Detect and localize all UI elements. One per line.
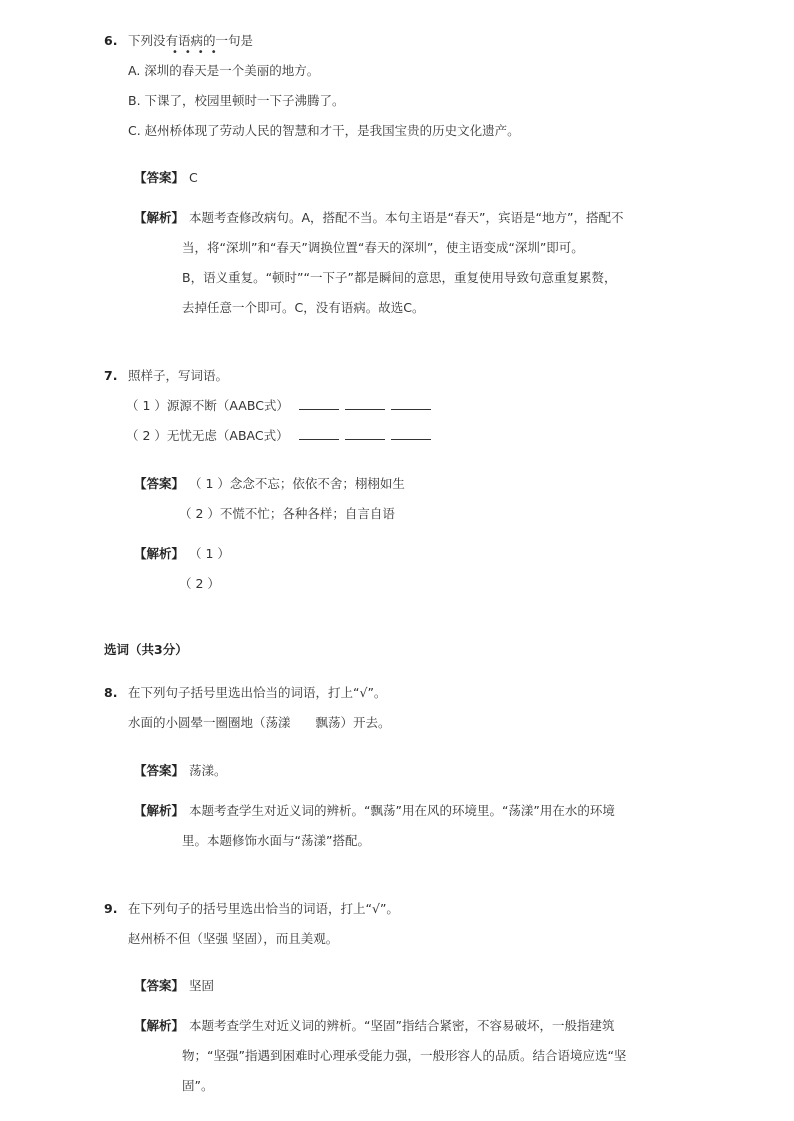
analysis-label: 【解析】 <box>134 546 185 561</box>
question-7-item-1 <box>126 396 437 416</box>
question-7-analysis-2: （ 2 ） <box>179 576 220 591</box>
answer-label: 【答案】 <box>134 978 185 993</box>
question-8-number: 8. <box>104 685 118 700</box>
question-9-analysis-line-1: 本题考查学生对近义词的辨析。“坚固”指结合紧密，不容易破坏，一般指建筑 <box>189 1018 615 1033</box>
question-6-option-b: B. 下课了，校园里顿时一下子沸腾了。 <box>128 93 345 108</box>
analysis-label: 【解析】 <box>134 803 185 818</box>
question-9-number: 9. <box>104 901 118 916</box>
question-9-stem: 在下列句子的括号里选出恰当的词语，打上“√”。 <box>128 901 399 916</box>
question-9-analysis-line-2: 物；“坚强”指遇到困难时心理承受能力强，一般形容人的品质。结合语境应选“坚 <box>182 1048 627 1063</box>
question-8-sentence: 水面的小圆晕一圈圈地（荡漾 飘荡）开去。 <box>128 715 391 730</box>
answer-blank[interactable] <box>345 397 385 410</box>
question-9-sentence: 赵州桥不但（坚强 坚固），而且美观。 <box>128 931 339 946</box>
question-7-answer-2: （ 2 ）不慌不忙；各种各样；自言自语 <box>179 506 395 521</box>
answer-label: 【答案】 <box>134 476 185 491</box>
answer-blank[interactable] <box>299 427 339 440</box>
answer-label: 【答案】 <box>134 763 185 778</box>
question-7-answer-1: （ 1 ）念念不忘；依依不舍；栩栩如生 <box>189 476 405 491</box>
question-6-analysis-line-3: B，语义重复。“顿时”“一下子”都是瞬间的意思，重复使用导致句意重复累赘， <box>182 270 617 285</box>
analysis-label: 【解析】 <box>134 1018 185 1033</box>
question-8-analysis-line-2: 里。本题修饰水面与“荡漾”搭配。 <box>182 833 370 848</box>
question-7-analysis-1: （ 1 ） <box>189 546 230 561</box>
question-7-item-1-text: （ 1 ）源源不断（AABC式） <box>126 398 289 413</box>
question-9-answer: 坚固 <box>189 978 215 993</box>
question-8-answer: 荡漾。 <box>189 763 227 778</box>
question-8-analysis-line-1: 本题考查学生对近义词的辨析。“飘荡”用在风的环境里。“荡漾”用在水的环境 <box>189 803 615 818</box>
question-9-analysis-line-3: 固”。 <box>182 1078 214 1093</box>
emphasis-dots: •••• <box>172 47 224 58</box>
question-6-stem: 下列没有语病的一句是 <box>128 33 254 48</box>
question-7-stem: 照样子，写词语。 <box>128 368 229 383</box>
question-7-number: 7. <box>104 368 118 383</box>
question-6-number: 6. <box>104 33 118 48</box>
answer-blank[interactable] <box>345 427 385 440</box>
question-7-item-2-text: （ 2 ）无忧无虑（ABAC式） <box>126 428 289 443</box>
analysis-label: 【解析】 <box>134 210 185 225</box>
question-7-item-2 <box>126 426 437 446</box>
question-6-option-a: A. 深圳的春天是一个美丽的地方。 <box>128 63 320 78</box>
question-6-analysis-line-2: 当，将“深圳”和“春天”调换位置“春天的深圳”，使主语变成“深圳”即可。 <box>182 240 584 255</box>
question-6-analysis-line-4: 去掉任意一个即可。C，没有语病。故选C。 <box>182 300 425 315</box>
answer-blank[interactable] <box>391 397 431 410</box>
question-6-option-c: C. 赵州桥体现了劳动人民的智慧和才干，是我国宝贵的历史文化遗产。 <box>128 123 520 138</box>
question-6-answer: C <box>189 170 198 185</box>
question-6-analysis-line-1: 本题考查修改病句。A，搭配不当。本句主语是“春天”，宾语是“地方”，搭配不 <box>189 210 624 225</box>
answer-label: 【答案】 <box>134 170 185 185</box>
section-title: 选词（共3分） <box>104 642 188 657</box>
answer-blank[interactable] <box>391 427 431 440</box>
answer-blank[interactable] <box>299 397 339 410</box>
question-8-stem: 在下列句子括号里选出恰当的词语，打上“√”。 <box>128 685 387 700</box>
